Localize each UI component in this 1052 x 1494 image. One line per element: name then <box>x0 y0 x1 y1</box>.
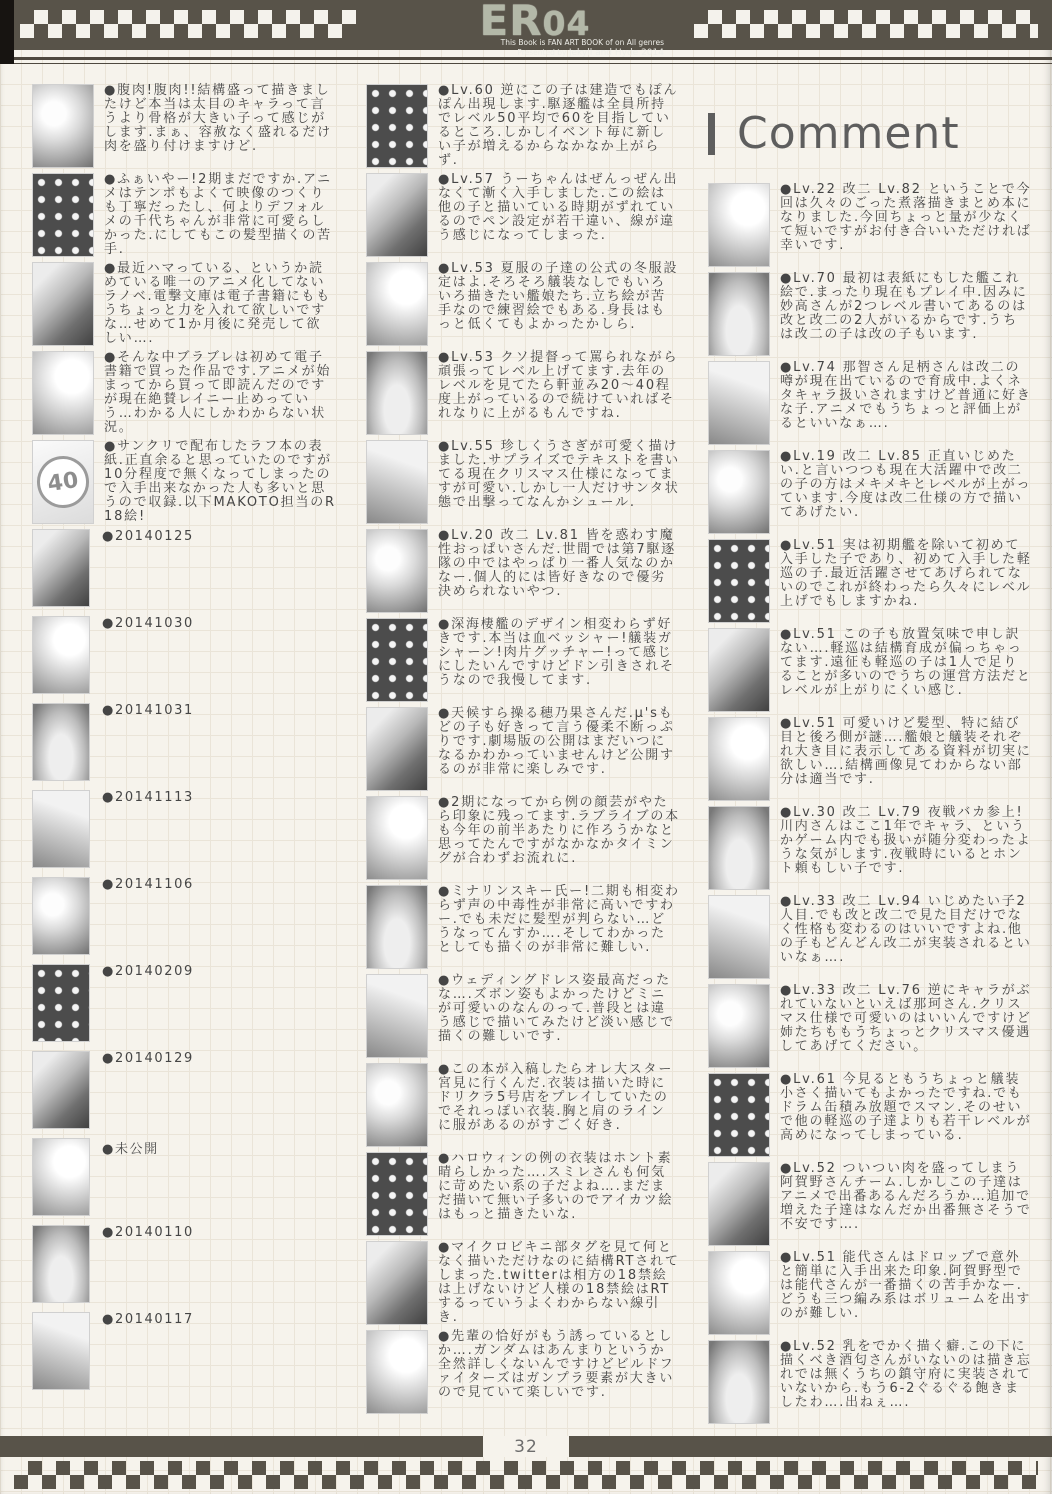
artwork-thumbnail <box>366 1241 428 1325</box>
checker-pattern-bottom <box>14 1461 1038 1489</box>
artwork-thumbnail <box>366 1152 428 1236</box>
logo-subtitle-presented-by: Presented by <box>517 47 567 57</box>
comment-text: ●Lv.20 改二 Lv.81 皆を惑わす魔性おっぱいさんだ.世間では第7駆逐隊の中ではやっぱり一番人気なのかなー.個人的には皆好きなので優劣決められないやつ. <box>438 528 677 599</box>
artwork-thumbnail <box>708 183 770 267</box>
artwork-thumbnail <box>366 796 428 880</box>
artwork-thumbnail <box>366 974 428 1058</box>
comment-text: ●Lv.53 夏服の子達の公式の冬服設定はよ.そろそろ艤装なしでもいろいろ描きたい艦娘たち.立ち絵が苦手なので練習絵でもある.身長はもっと低くてもよかったかしら. <box>438 261 679 332</box>
comment-text: ●そんな中ブラブレは初めて電子書籍で買った作品です.アニメが始まってから買って即読んだのですが現在絶賛レイニー止めっていう…わかる人にしかわからない状況。 <box>104 350 332 435</box>
comment-block <box>32 84 336 168</box>
comment-text: ●Lv.53 クソ提督って罵られながら頑張ってレベル上げてます.去年のレベルを見てたら軒並み20〜40程度上がっているので続けていればそれなりに上がるもんですね. <box>438 350 679 421</box>
comment-text: ●Lv.30 改二 Lv.79 夜戦バカ参上!川内さんはここ1年でキャラ、というかゲーム内でも扱いが随分変わったような気がします.夜戦時にいるとホント頼もしい子です. <box>780 805 1032 876</box>
artwork-thumbnail <box>32 529 90 607</box>
artwork-thumbnail <box>32 440 94 524</box>
comment-block <box>366 84 680 168</box>
comment-block <box>708 1251 1032 1335</box>
comment-text: ●ハロウィンの例の衣装はホント素晴らしかった….スミレさんも何気に苛めたい系の子だよね….まだまだ描いて無い子多いのでアイカツ絵はもっと描きたいな. <box>438 1151 674 1222</box>
artwork-thumbnail <box>708 1340 770 1424</box>
comment-text: ●この本が入稿したらオレ大スター宮見に行くんだ.衣装は描いた時にドリクラ5号店をプレイしていたのでそれっぽい衣装.胸と肩のラインに服があるのがすごく好き. <box>438 1062 674 1133</box>
artwork-thumbnail <box>708 450 770 534</box>
logo-text-04: 04 <box>542 4 591 43</box>
date-entry <box>32 529 336 611</box>
comment-text: ●深海棲艦のデザイン相変わらず好きです.本当は血ベッシャー!艤装ガシャーン!肉片グッチャー!って感じにしたいんですけどドン引きされそうなので我慢してます. <box>438 617 675 688</box>
date-entry <box>32 1312 336 1394</box>
comment-text: ●Lv.22 改二 Lv.82 ということで今回は久々のごった煮落描きまとめ本になりました.今回ちょっと量が少なくて短いですがお付き合いいただければ幸いです. <box>780 182 1032 253</box>
artwork-thumbnail <box>708 628 770 712</box>
comment-text: ●Lv.51 能代さんはドロップで意外と簡単に入手出来た印象.阿賀野型では能代さんが一番描くの苦手かなー.どうも三つ編み系はボリュームを出すのが難しい. <box>780 1250 1032 1321</box>
comment-block <box>708 984 1032 1068</box>
comment-text: ●サンクリで配布したラフ本の表紙.正直余ると思っていたのですが10分程度で無くなってしまったので入手出来なかった人も多いと思うので収録.以下MAKOTO担当のR18絵! <box>104 439 336 524</box>
comment-block <box>708 450 1032 534</box>
comment-text: ●ミナリンスキー氏ー!二期も相変わらず声の中毒性が非常に高いですわー.でも未だに髪型が判らない…どうなってんすか….そしてわかったとしても描くのが非常に難しい. <box>438 884 680 955</box>
comment-block <box>366 1330 680 1414</box>
comment-text: ●Lv.61 今見るともうちょっと艤装小さく描いてもよかったですね.でもドラム缶積み放題でスマン.そのせいで他の軽巡の子達よりも若干レベルが高めになってしまっている. <box>780 1072 1032 1143</box>
date-entry <box>32 1225 336 1307</box>
date-entry <box>32 1138 336 1220</box>
comment-text: ●Lv.70 最初は表紙にもした艦これ絵で.まったり現在もプレイ中.因みに妙高さんが2つレベル書いてあるのは改と改二の2人がいるからです.うちは改二の子は改の子もいます. <box>780 271 1028 342</box>
date-label: ●20140125 <box>102 529 194 544</box>
comment-block <box>366 885 680 969</box>
artwork-thumbnail <box>366 84 428 168</box>
artwork-thumbnail <box>708 1162 770 1246</box>
comment-text: ●2期になってから例の顔芸がやたら印象に残ってます.ラブライブの本も今年の前半あたりに作ろうかなと思ってたんですがなかなかタイミングが合わずお流れに. <box>438 795 680 866</box>
comment-text: ●Lv.74 那智さん足柄さんは改二の噂が現在出ているので育成中.よくネタキャラ扱いされますけど普通に好きな子.アニメでもうちょっと評価上がるといいなぁ…. <box>780 360 1032 431</box>
middle-comment-list <box>366 84 680 1414</box>
comment-text: ●Lv.57 うーちゃんはぜんっぜん出なくて漸く入手しました.この絵は他の子と描いている時期がずれているのでペン設定が若干違い、線が違う感じになってしまった. <box>438 172 679 243</box>
artwork-thumbnail <box>708 1073 770 1157</box>
left-comment-list <box>32 84 336 524</box>
header-band <box>0 0 1052 58</box>
comment-text: ●ふぁいやー!2期まだですか.アニメはテンポもよくて映像のつくりも丁寧だったし、何よりデフォルメの千代ちゃんが非常に可愛らしかった.にしてもこの髪型描くの苦手. <box>104 172 332 257</box>
comment-block <box>366 796 680 880</box>
comment-text: ●Lv.51 可愛いけど髪型、特に結び目と後ろ側が謎….艦娘と艤装それぞれ大き目に表示してある資料が切実に欲しい….結構画像見てわからない部分は適当です. <box>780 716 1032 787</box>
page-number-notch <box>483 1436 569 1457</box>
comment-heading <box>708 108 1032 159</box>
comment-block <box>366 529 680 613</box>
comment-block <box>32 440 336 524</box>
right-comment-list <box>708 183 1032 1424</box>
comment-block <box>32 173 336 257</box>
artwork-thumbnail <box>708 984 770 1068</box>
date-entry <box>32 1051 336 1133</box>
comment-block <box>708 717 1032 801</box>
heading-bar-glyph <box>708 113 715 155</box>
artwork-thumbnail <box>366 262 428 346</box>
left-date-list <box>32 529 336 1394</box>
artwork-thumbnail <box>366 707 428 791</box>
artwork-thumbnail <box>32 84 94 168</box>
comment-text: ●Lv.33 改二 Lv.94 いじめたい子2人目.でも改と改二で見た目だけでなく性格も変わるのはいいですよね.他の子もどんどん改二が実装されるといいなぁ…. <box>780 894 1032 965</box>
footer-band <box>0 1436 1052 1457</box>
comment-block <box>708 895 1032 979</box>
artwork-thumbnail <box>708 717 770 801</box>
artwork-thumbnail <box>708 895 770 979</box>
comment-text: ●Lv.19 改二 Lv.85 正直いじめたい.と言いつつも現在大活躍中で改二の子の方はメキメキとレベルが上がっています.今度は改二仕様の方で描いてあげたい. <box>780 449 1032 520</box>
corner-black-block <box>0 0 14 64</box>
artwork-thumbnail <box>708 806 770 890</box>
comment-block <box>366 173 680 257</box>
date-label: ●20140117 <box>102 1312 194 1327</box>
footer <box>0 1436 1052 1494</box>
date-label: ●未公開 <box>102 1142 159 1157</box>
comment-block <box>708 1073 1032 1157</box>
comment-text: ●天候すら操る穂乃果さんだ.μ'sもどの子も好きって言う優柔不断っぷりです.劇場版の公開はまだいつになるかわかっていませんけど公開するのが非常に楽しみです. <box>438 706 675 777</box>
artwork-thumbnail <box>32 1138 90 1216</box>
left-column <box>32 84 336 1399</box>
artwork-thumbnail <box>32 790 90 868</box>
logo-text-er: ER <box>479 0 543 45</box>
comment-block <box>366 262 680 346</box>
artwork-thumbnail <box>32 616 90 694</box>
middle-column <box>366 84 680 1419</box>
comment-text: ●ウェディングドレス姿最高だったな….ズボン姿もよかったけどミニが可愛いのなんのって.普段とは違う感じで描いてみたけど淡い感じで描くの難しいです. <box>438 973 675 1044</box>
book-logo <box>380 0 690 59</box>
comment-block <box>366 351 680 435</box>
artwork-thumbnail <box>366 529 428 613</box>
comment-text: ●最近ハマっている、というか読めている唯一のアニメ化してないラノベ.電撃文庫は電子書籍にももうちょっと力を入れて欲しいですな…せめて1か月後に発売して欲しい…. <box>104 261 332 346</box>
comment-block <box>366 618 680 702</box>
artwork-thumbnail <box>32 1225 90 1303</box>
comment-block <box>708 1340 1032 1424</box>
checker-pattern-left <box>20 10 356 38</box>
comment-block <box>708 361 1032 445</box>
comment-text: ●マイクロビキニ部タグを見て何となく描いただけなのに結構RTされてしまった.twitterは相方の18禁絵は上げないけど人様の18禁絵はRTするっていうよくわからない線引き. <box>438 1240 680 1325</box>
artwork-thumbnail <box>32 351 94 435</box>
header-double-rule <box>0 57 1052 64</box>
date-entry <box>32 790 336 872</box>
checker-pattern-right <box>694 10 1038 38</box>
artwork-thumbnail <box>708 1251 770 1335</box>
date-label: ●20140110 <box>102 1225 194 1240</box>
comment-text: ●Lv.52 乳をでかく描く癖.この下に描くべき酒匂さんがいないのは描き忘れでは無くうちの鎮守府に実装されていないから.もう6-2ぐるぐる飽きましたわ….出ねぇ…. <box>780 1339 1032 1410</box>
comment-text: ●Lv.55 珍しくうさぎが可愛く描けました.サプライズでテキストを書いてる現在クリスマス仕様になってますが可愛い.しかし一人だけサンタ状態で出撃ってなんかシュール. <box>438 439 680 510</box>
date-label: ●20140209 <box>102 964 194 979</box>
date-entry <box>32 877 336 959</box>
artwork-thumbnail <box>32 173 94 257</box>
comment-text: ●腹肉!腹肉!!結構盛って描きましたけど本当は太目のキャラって言うより骨格が大きい子って感じがします.まぁ、容赦なく盛れるだけ肉を盛り付けますけど. <box>104 83 332 154</box>
comment-text: ●先輩の恰好がもう誘っているとしか….ガンダムはあんまりというか全然詳しくないんですけどビルドファイターズはガンプラ要素が大きいので見ていて楽しいです. <box>438 1329 675 1400</box>
artwork-thumbnail <box>366 440 428 524</box>
comment-text: ●Lv.33 改二 Lv.76 逆にキャラがぶれていないといえば那珂さん.クリスマス仕様で可愛いのはいいんですけど姉たちももうちょっとクリスマス優遇してあげてください。 <box>780 983 1032 1054</box>
artwork-thumbnail <box>366 1330 428 1414</box>
comment-text: ●Lv.51 実は初期艦を除いて初めて入手した子であり、初めて入手した軽巡の子.最近活躍させてあげられてないのでこれが終わったら久々にレベル上げでもしますかね. <box>780 538 1032 609</box>
artwork-thumbnail <box>366 885 428 969</box>
comment-block <box>32 351 336 435</box>
comment-block <box>366 974 680 1058</box>
comment-block <box>366 707 680 791</box>
comment-block <box>366 1063 680 1147</box>
comment-block <box>708 806 1032 890</box>
date-entry <box>32 616 336 698</box>
logo-subtitle-line1: This Book is FAN ART BOOK of on All genres <box>500 38 664 47</box>
comment-block <box>708 183 1032 267</box>
date-label: ●20141031 <box>102 703 194 718</box>
comment-text: ●Lv.51 この子も放置気味で申し訳ない….軽巡は結構育成が偏っちゃってます.遠征も軽巡の子は1人で足りることが多いのでうちの運営方法だとレベルが上がりにくい感じ. <box>780 627 1032 698</box>
comment-block <box>708 272 1032 356</box>
artwork-thumbnail <box>32 262 94 346</box>
artwork-thumbnail <box>366 618 428 702</box>
artwork-thumbnail <box>708 272 770 356</box>
right-column <box>708 84 1032 1429</box>
comment-text: ●Lv.52 ついつい肉を盛ってしまう阿賀野さんチーム.しかしこの子達はアニメで出番あるんだろうか…追加で増えた子達はなんだか出番無さそうで不安です…. <box>780 1161 1032 1232</box>
artwork-thumbnail <box>32 877 90 955</box>
logo-subtitle-circle-name: Jekyll and Hyde 2014 <box>568 47 664 58</box>
page-number: 32 <box>514 1436 538 1457</box>
artwork-thumbnail <box>366 351 428 435</box>
comment-text: ●Lv.60 逆にこの子は建造でもぽんぽん出現します.駆逐艦は全員所持でレベル50平均で60を目指しているところ.しかしイベント毎に新しい子が増えるからなかなか上がらず. <box>438 83 679 168</box>
artwork-thumbnail <box>32 1051 90 1129</box>
comment-block <box>708 1162 1032 1246</box>
thumbnail-number-badge: 40 <box>34 453 93 512</box>
artwork-thumbnail <box>366 173 428 257</box>
date-label: ●20141106 <box>102 877 194 892</box>
artwork-thumbnail <box>32 1312 90 1390</box>
date-label: ●20140129 <box>102 1051 194 1066</box>
artwork-thumbnail <box>32 964 90 1042</box>
comment-heading-label: Comment <box>737 108 960 159</box>
comment-block <box>366 440 680 524</box>
comment-block <box>32 262 336 346</box>
artwork-thumbnail <box>32 703 90 781</box>
comment-block <box>708 539 1032 623</box>
comment-block <box>366 1241 680 1325</box>
artwork-thumbnail <box>708 539 770 623</box>
date-entry <box>32 964 336 1046</box>
date-label: ●20141113 <box>102 790 194 805</box>
artwork-thumbnail <box>708 361 770 445</box>
date-label: ●20141030 <box>102 616 194 631</box>
artwork-thumbnail <box>366 1063 428 1147</box>
date-entry <box>32 703 336 785</box>
comment-block <box>366 1152 680 1236</box>
comment-block <box>708 628 1032 712</box>
